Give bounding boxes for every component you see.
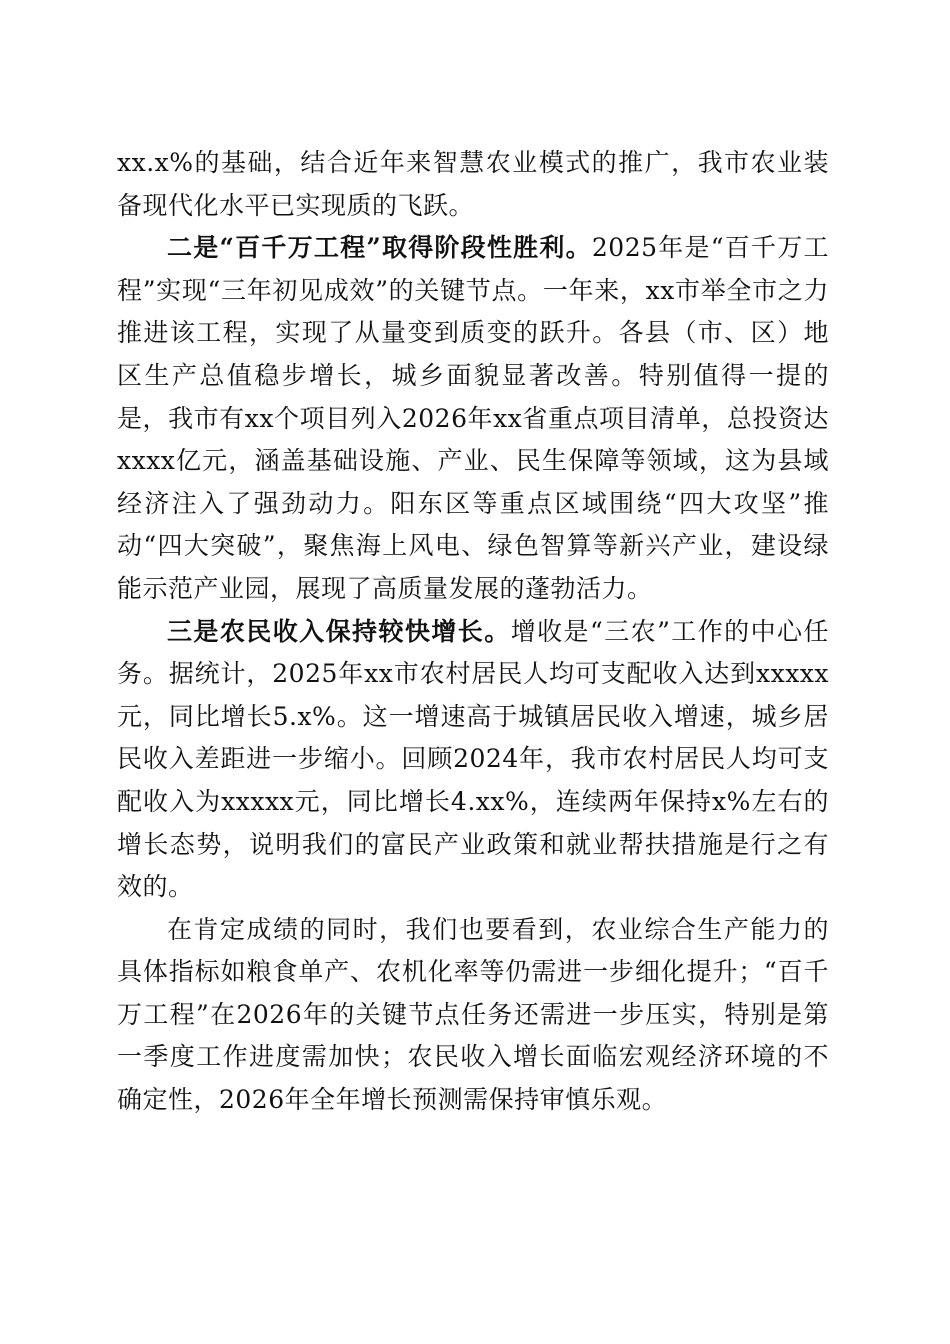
paragraph-text: 2025年是“百千万工程”实现“三年初见成效”的关键节点。一年来，xx市举全市之力推进该工程，实现了从量变到质变的跃升。各县（市、区）地区生产总值稳步增长，城乡面貌显著改善。特别值得一提的是，我市有xx个项目列入2026年xx省重点项目清单，总投资达xxxx亿元，涵盖基础设施、产业、民生保障等领域，这为县域经济注入了强劲动力。阳东区等重点区域围绕“四大攻坚”推动“四大突破”，聚焦海上风电、绿色智算等新兴产业，建设绿能示范产业园，展现了高质量发展的蓬勃活力。 [117, 233, 829, 603]
document-body [117, 142, 829, 1122]
paragraph-lead-heading: 二是“百千万工程”取得阶段性胜利。 [167, 233, 592, 263]
paragraph-continuation [117, 142, 829, 227]
paragraph-farmer-income [117, 611, 829, 909]
paragraph-challenges [117, 909, 829, 1122]
paragraph-lead-heading: 三是农民收入保持较快增长。 [167, 616, 511, 646]
paragraph-text: 增收是“三农”工作的中心任务。据统计，2025年xx市农村居民人均可支配收入达到xxxxx元，同比增长5.x%。这一增速高于城镇居民收入增速，城乡居民收入差距进一步缩小。回顾2024年，我市农村居民人均可支配收入为xxxxx元，同比增长4.xx%，连续两年保持x%左右的增长态势，说明我们的富民产业政策和就业帮扶措施是行之有效的。 [117, 616, 829, 902]
paragraph-hundred-thousand-project [117, 227, 829, 610]
paragraph-text: xx.x%的基础，结合近年来智慧农业模式的推广，我市农业装备现代化水平已实现质的飞跃。 [117, 148, 829, 220]
paragraph-text: 在肯定成绩的同时，我们也要看到，农业综合生产能力的具体指标如粮食单产、农机化率等仍需进一步细化提升；“百千万工程”在2026年的关键节点任务还需进一步压实，特别是第一季度工作进度需加快；农民收入增长面临宏观经济环境的不确定性，2026年全年增长预测需保持审慎乐观。 [117, 914, 829, 1115]
